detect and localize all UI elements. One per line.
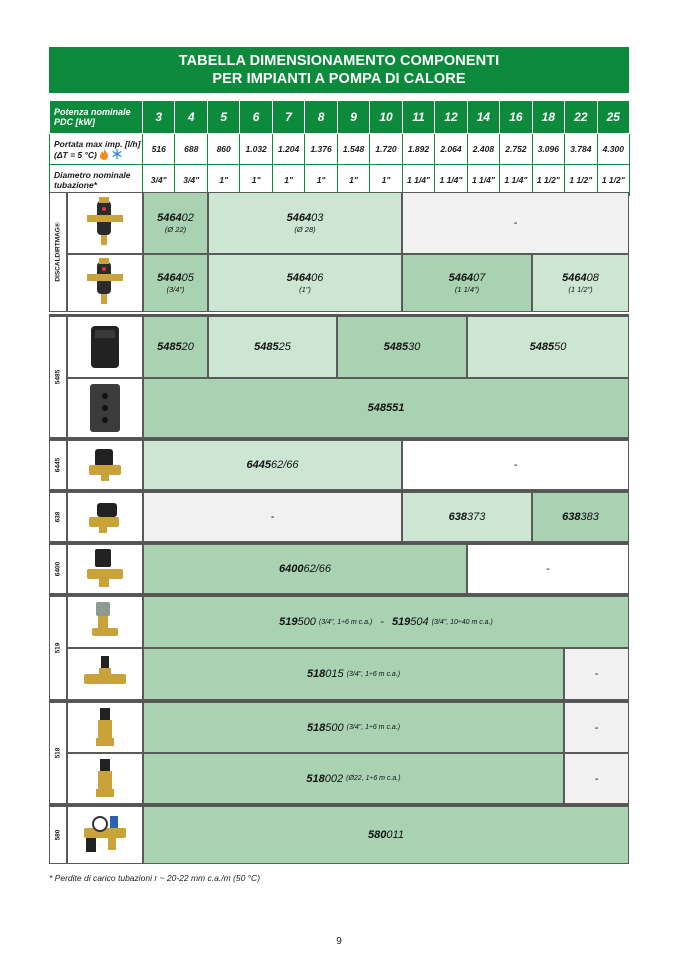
code-main: 580	[368, 829, 387, 841]
cell-518002	[143, 753, 564, 804]
cell-dash-5	[564, 648, 629, 700]
group-text-6445: 6445	[54, 457, 62, 473]
cell-519-code1	[279, 616, 316, 628]
cell-546403-code	[287, 212, 324, 224]
diameter-label-line2: tubazione*	[54, 180, 97, 190]
cell-644562-code	[246, 459, 298, 471]
cell-dash-1	[402, 192, 629, 254]
flow-value: 1.376	[305, 134, 337, 165]
group-text-519: 519	[54, 642, 62, 654]
code-end: 06	[311, 272, 324, 284]
cell-638373	[402, 492, 532, 542]
cell-546405	[143, 254, 208, 312]
footnote: * Perdite di carico tubazioni r ~ 20-22 mm c.a./m (50 °C)	[49, 873, 261, 883]
code-main: 5485	[157, 341, 182, 353]
cell-546403-sub: (Ø 28)	[294, 225, 316, 234]
code-main: 5464	[448, 272, 474, 284]
diameter-value: 1 1/4"	[402, 165, 434, 196]
diameter-value: 1 1/2"	[565, 165, 597, 196]
diameter-value: 1"	[370, 165, 402, 196]
group-text-518: 518	[54, 747, 62, 759]
diameter-value: 1 1/4"	[467, 165, 499, 196]
cell-546407-sub: (1 1/4")	[454, 285, 480, 294]
flow-row	[50, 134, 630, 165]
power-value: 16	[500, 101, 532, 134]
code-end: 50	[554, 341, 567, 353]
cell-546405-sub: (3/4")	[166, 285, 185, 294]
group-text-6400: 6400	[54, 561, 62, 577]
code-end: 500	[325, 721, 344, 734]
cell-546402-sub: (Ø 22)	[164, 225, 187, 234]
code-end: 03	[311, 212, 324, 224]
power-row	[50, 101, 630, 134]
diameter-row	[50, 165, 630, 196]
cell-dash-3	[143, 492, 402, 542]
power-label-line2: PDC [kW]	[54, 117, 95, 127]
code-end: 002	[324, 772, 344, 785]
flow-value: 2.064	[435, 134, 467, 165]
flow-value: 1.548	[337, 134, 369, 165]
dash-text: -	[270, 511, 275, 523]
diameter-value: 1 1/2"	[597, 165, 629, 196]
diameter-label	[50, 165, 143, 196]
dash-text: -	[513, 459, 518, 471]
cell-546408-code	[562, 272, 599, 284]
diameter-label-line1: Diametro nominale	[54, 170, 131, 180]
cell-548551-code: 548551	[367, 402, 405, 414]
cell-546406-sub: (1")	[299, 285, 311, 294]
cell-548520-code	[157, 341, 194, 353]
cell-548551	[143, 378, 629, 438]
dash-text: -	[594, 772, 599, 785]
power-value: 11	[402, 101, 434, 134]
cell-518002-note: (Ø22, 1÷6 m c.a.)	[346, 775, 401, 782]
power-value: 3	[143, 101, 175, 134]
cell-518002-code	[306, 773, 343, 785]
cell-548525-code	[254, 341, 291, 353]
code-end: 25	[278, 341, 291, 353]
cell-519	[143, 596, 629, 648]
diameter-value: 1"	[337, 165, 369, 196]
cell-dash-4	[467, 544, 629, 594]
flow-value: 1.720	[370, 134, 402, 165]
power-value: 5	[207, 101, 239, 134]
group-text-638: 638	[54, 511, 62, 523]
page-title	[49, 47, 629, 93]
code-main: 6400	[278, 563, 304, 575]
flow-value: 860	[207, 134, 239, 165]
cell-519-note1: (3/4", 1÷6 m c.a.)	[318, 618, 373, 626]
code-main: 5464	[286, 272, 312, 284]
code-end: 08	[586, 272, 599, 284]
cell-546405-code	[157, 272, 194, 284]
flow-label-line1: Portata max imp. [l/h]	[54, 138, 141, 149]
flow-value: 516	[143, 134, 175, 165]
diameter-value: 1"	[207, 165, 239, 196]
dash-text: -	[546, 563, 550, 575]
power-value: 14	[467, 101, 499, 134]
dash-text: -	[594, 721, 599, 734]
code-end: 05	[181, 272, 194, 284]
code-main: 5464	[286, 212, 312, 224]
power-value: 8	[305, 101, 337, 134]
cell-518015-code	[307, 668, 344, 680]
power-value: 18	[532, 101, 564, 134]
power-value: 6	[240, 101, 272, 134]
cell-638383-code	[562, 511, 599, 523]
power-label	[50, 101, 143, 134]
flow-label-line2	[54, 149, 141, 160]
code-main: 638	[448, 511, 467, 523]
flow-value: 1.892	[402, 134, 434, 165]
cell-580011	[143, 806, 629, 864]
code-main: 5485	[383, 341, 409, 353]
cell-548530	[337, 316, 467, 378]
flow-value: 2.408	[467, 134, 499, 165]
code-main: 6445	[246, 459, 271, 471]
cell-640062-code	[279, 563, 331, 575]
cell-546406-code	[287, 272, 324, 284]
code-end: 62/66	[270, 459, 299, 471]
diameter-value: 1"	[272, 165, 304, 196]
code-end: 015	[325, 668, 344, 680]
cell-518500	[143, 702, 564, 753]
flow-value: 3.784	[565, 134, 597, 165]
code-main: 638	[562, 511, 581, 523]
power-value: 25	[597, 101, 629, 134]
cell-518500-code	[307, 722, 344, 734]
cell-644562	[143, 440, 402, 490]
flow-value: 4.300	[597, 134, 629, 165]
power-value: 12	[435, 101, 467, 134]
cell-546402	[143, 192, 208, 254]
cell-518500-note: (3/4", 1÷6 m c.a.)	[346, 724, 401, 731]
code-main: 519	[391, 616, 411, 628]
diameter-value: 3/4"	[143, 165, 175, 196]
code-end: 011	[386, 829, 404, 841]
power-value: 4	[175, 101, 207, 134]
flow-value: 688	[175, 134, 207, 165]
code-main: 5485	[254, 341, 279, 353]
title-line-1: TABELLA DIMENSIONAMENTO COMPONENTI	[178, 53, 500, 69]
cell-546402-code	[157, 212, 194, 224]
diameter-value: 1"	[305, 165, 337, 196]
flow-value: 3.096	[532, 134, 564, 165]
diameter-value: 1 1/4"	[435, 165, 467, 196]
cell-638383	[532, 492, 629, 542]
cell-518015	[143, 648, 564, 700]
page-number: 9	[336, 936, 342, 947]
group-text-discal: DISCALDIRTMAG®	[54, 222, 62, 282]
code-main: 518	[306, 668, 326, 680]
flow-value: 1.204	[272, 134, 304, 165]
cell-dash-2	[402, 440, 629, 490]
code-end: 20	[181, 341, 194, 353]
code-end: 02	[181, 212, 194, 224]
code-main: 5464	[157, 212, 182, 224]
cell-638373-code	[449, 511, 486, 523]
flow-value: 1.032	[240, 134, 272, 165]
cell-519-sep: -	[380, 616, 384, 628]
flow-label	[50, 134, 143, 165]
code-main: 518	[306, 772, 325, 785]
cell-548520	[143, 316, 208, 378]
diameter-value: 1 1/2"	[532, 165, 564, 196]
cell-546407-code	[449, 272, 486, 284]
diameter-value: 3/4"	[175, 165, 207, 196]
cell-548550-code	[530, 341, 567, 353]
code-main: 519	[279, 616, 298, 628]
code-main: 5464	[157, 272, 182, 284]
cell-548550	[467, 316, 629, 378]
code-main: 518	[306, 721, 326, 734]
power-label-line1: Potenza nominale	[54, 107, 131, 117]
group-text-580: 580	[54, 829, 62, 841]
cell-546408	[532, 254, 629, 312]
code-main: 5464	[562, 272, 587, 284]
code-end: 500	[297, 616, 316, 628]
cell-548525	[208, 316, 337, 378]
header-table	[49, 100, 630, 196]
group-text-5485: 5485	[54, 369, 62, 385]
cell-640062	[143, 544, 467, 594]
diameter-value: 1 1/4"	[500, 165, 532, 196]
cell-546406	[208, 254, 402, 312]
cell-519-code2	[392, 616, 429, 628]
cell-546407	[402, 254, 532, 312]
code-end: 504	[410, 616, 429, 628]
power-value: 7	[272, 101, 304, 134]
title-line-2: PER IMPIANTI A POMPA DI CALORE	[212, 71, 466, 87]
cell-546403	[208, 192, 402, 254]
code-end: 07	[473, 272, 486, 284]
cell-dash-7	[564, 753, 629, 804]
code-end: 30	[408, 341, 421, 353]
cell-519-note2: (3/4", 10÷40 m c.a.)	[431, 618, 493, 626]
cell-580011-code	[368, 829, 404, 841]
cell-548530-code	[384, 341, 421, 353]
code-end: 383	[580, 511, 599, 523]
cell-dash-6	[564, 702, 629, 753]
code-end: 62/66	[303, 563, 331, 575]
power-value: 9	[337, 101, 369, 134]
diameter-value: 1"	[240, 165, 272, 196]
code-main: 5485	[529, 341, 555, 353]
cell-546408-sub: (1 1/2")	[568, 285, 593, 294]
power-value: 10	[370, 101, 402, 134]
dash-text: -	[513, 217, 518, 229]
code-end: 373	[467, 511, 486, 523]
cell-518015-note: (3/4", 1÷6 m c.a.)	[346, 670, 401, 678]
flow-label-dt: (ΔT = 5 °C)	[54, 149, 97, 160]
dash-text: -	[594, 668, 599, 680]
flow-value: 2.752	[500, 134, 532, 165]
power-value: 22	[565, 101, 597, 134]
snowflake-icon	[112, 149, 122, 159]
flame-icon	[99, 149, 109, 160]
